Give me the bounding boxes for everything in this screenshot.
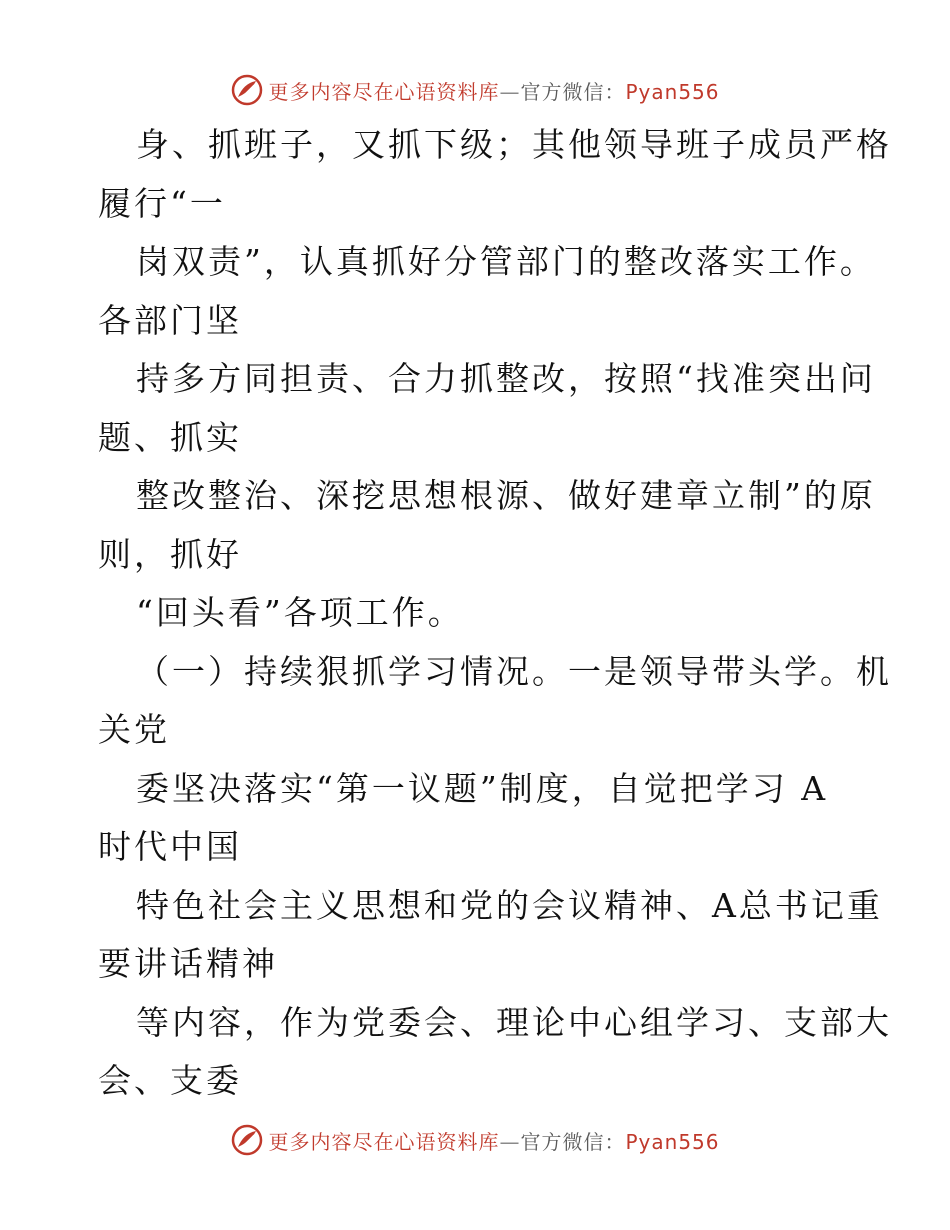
body-line: 关党 — [98, 710, 170, 749]
body-line: 则，抓好 — [98, 535, 242, 574]
body-line: 要讲话精神 — [98, 944, 278, 983]
header-watermark-banner — [0, 70, 950, 110]
pen-logo-icon — [230, 73, 264, 107]
body-line: 会、支委 — [98, 1061, 242, 1100]
body-line: 岗双责”，认真抓好分管部门的整改落实工作。 — [136, 242, 876, 281]
body-line: 等内容，作为党委会、理论中心组学习、支部大 — [136, 1003, 892, 1042]
header-dash: — — [499, 79, 521, 104]
footer-site-text: 更多内容尽在心语资料库 — [268, 1129, 500, 1154]
header-watermark-text — [268, 76, 719, 105]
header-site-text: 更多内容尽在心语资料库 — [268, 79, 500, 104]
footer-wechat-id: Pyan556 — [625, 1129, 720, 1154]
body-line: 委坚决落实“第一议题”制度，自觉把学习 A — [136, 769, 829, 808]
body-line: 履行“一 — [98, 184, 226, 223]
footer-watermark-banner — [0, 1120, 950, 1160]
footer-dash: — — [499, 1129, 521, 1154]
header-wechat-id: Pyan556 — [625, 79, 720, 104]
body-line: 特色社会主义思想和党的会议精神、A总书记重 — [136, 886, 883, 925]
body-line: 时代中国 — [98, 827, 242, 866]
body-line: 整改整治、深挖思想根源、做好建章立制”的原 — [136, 476, 876, 515]
footer-watermark-text — [268, 1126, 719, 1155]
pen-logo-icon — [230, 1123, 264, 1157]
body-line: 各部门坚 — [98, 301, 242, 340]
body-line: 题、抓实 — [98, 418, 242, 457]
body-line: （一）持续狠抓学习情况。一是领导带头学。机 — [136, 652, 892, 691]
header-wechat-label: 官方微信： — [520, 79, 626, 104]
body-line: 身、抓班子，又抓下级；其他领导班子成员严格 — [136, 125, 892, 164]
footer-wechat-label: 官方微信： — [520, 1129, 626, 1154]
body-line: “回头看”各项工作。 — [136, 593, 464, 632]
body-line: 持多方同担责、合力抓整改，按照“找准突出问 — [136, 359, 876, 398]
